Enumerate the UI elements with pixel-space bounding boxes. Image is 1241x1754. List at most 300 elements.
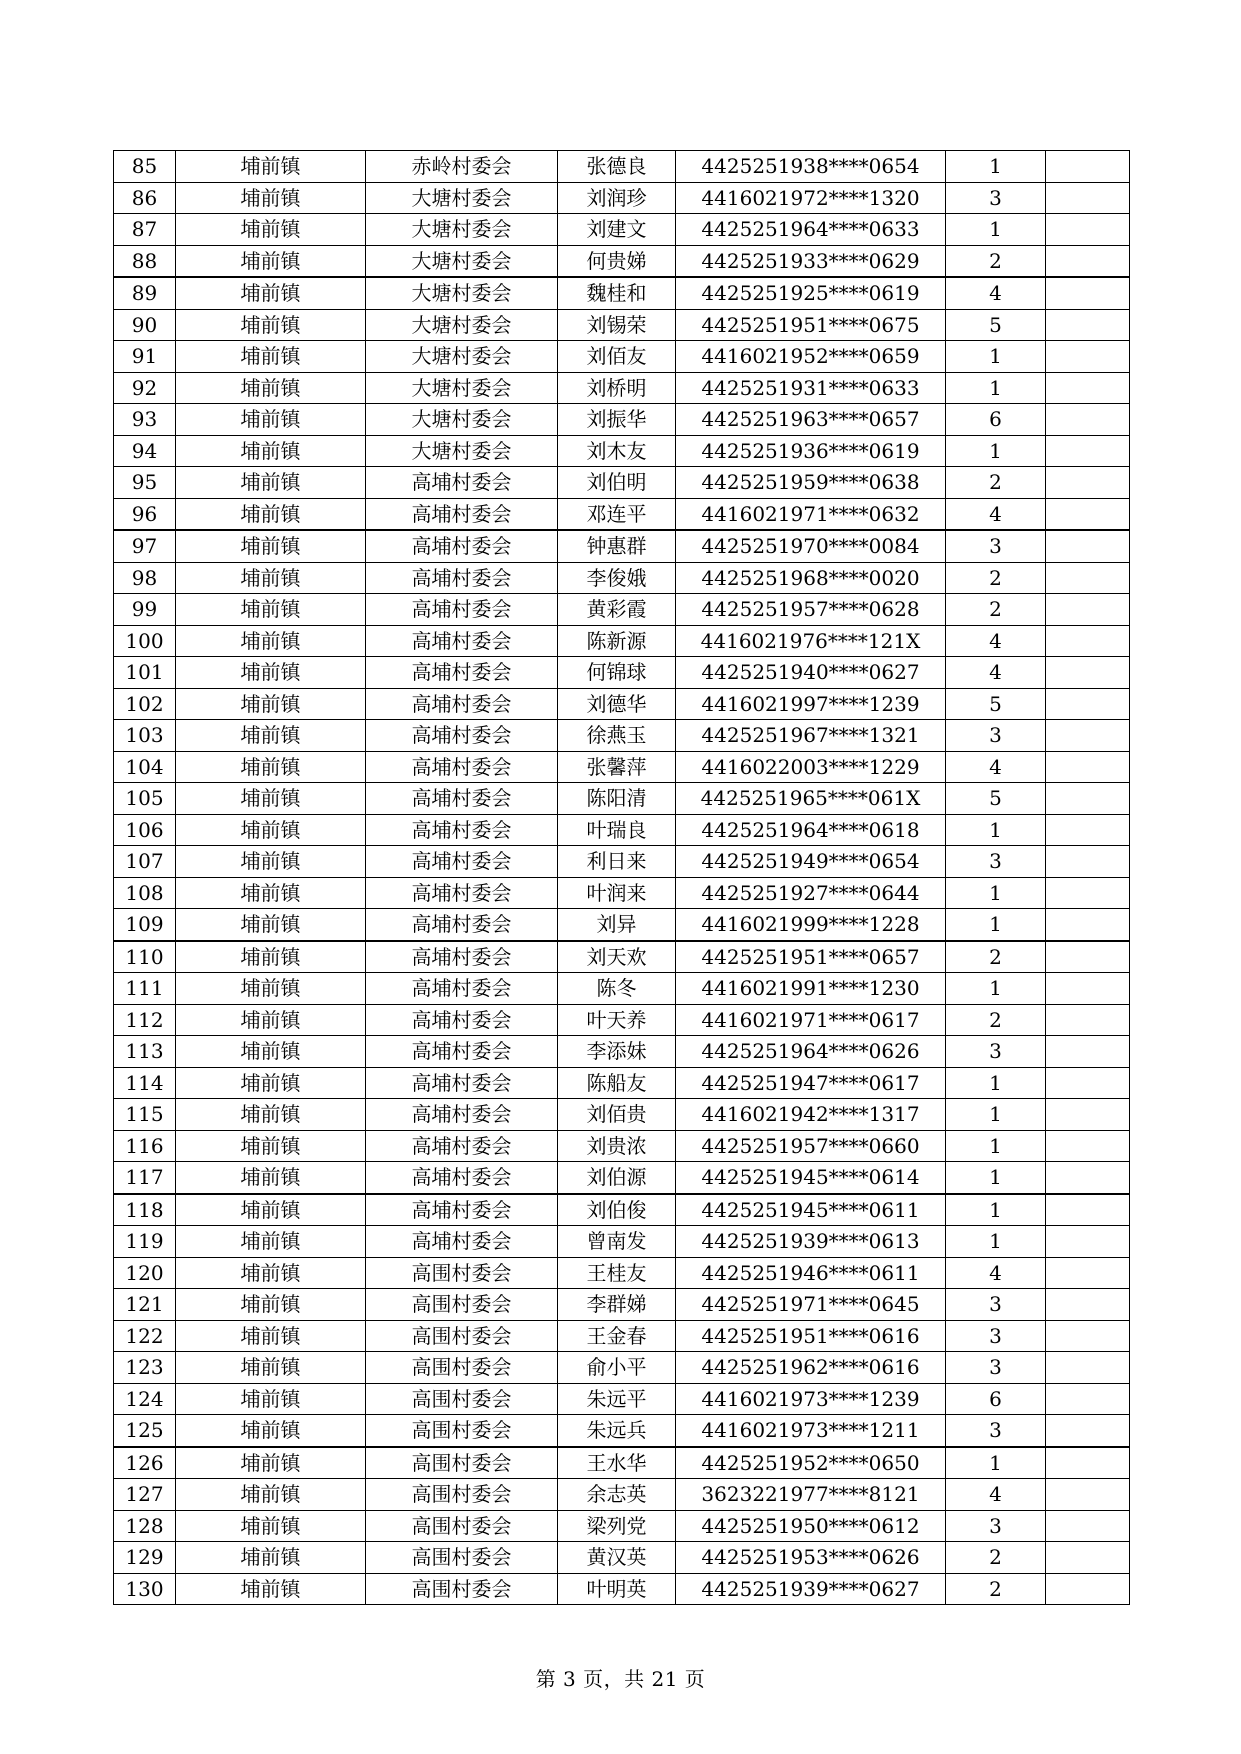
table-row: [114, 1226, 1130, 1258]
cell-town: 埔前镇: [176, 1383, 366, 1415]
cell-count: 3: [946, 1320, 1046, 1352]
cell-town: 埔前镇: [176, 594, 366, 626]
table-row: [114, 151, 1130, 183]
cell-id: 4425251962****0616: [676, 1352, 946, 1384]
cell-id: 4425251957****0628: [676, 594, 946, 626]
cell-village: 高埔村委会: [366, 1067, 558, 1099]
cell-count: 3: [946, 530, 1046, 562]
cell-note: [1046, 720, 1130, 752]
cell-note: [1046, 309, 1130, 341]
cell-no: 90: [114, 309, 176, 341]
cell-count: 3: [946, 846, 1046, 878]
cell-no: 94: [114, 435, 176, 467]
cell-village: 高围村委会: [366, 1320, 558, 1352]
cell-id: 4425251936****0619: [676, 435, 946, 467]
cell-name: 刘振华: [558, 404, 676, 436]
cell-town: 埔前镇: [176, 404, 366, 436]
cell-note: [1046, 277, 1130, 309]
cell-name: 余志英: [558, 1479, 676, 1511]
cell-no: 93: [114, 404, 176, 436]
cell-count: 2: [946, 245, 1046, 277]
cell-no: 121: [114, 1289, 176, 1321]
cell-note: [1046, 151, 1130, 183]
cell-id: 4425251951****0675: [676, 309, 946, 341]
cell-village: 高埔村委会: [366, 783, 558, 815]
cell-count: 1: [946, 1447, 1046, 1479]
cell-town: 埔前镇: [176, 1510, 366, 1542]
cell-count: 6: [946, 404, 1046, 436]
cell-no: 114: [114, 1067, 176, 1099]
cell-count: 1: [946, 877, 1046, 909]
cell-village: 高埔村委会: [366, 530, 558, 562]
cell-count: 1: [946, 909, 1046, 941]
cell-id: 4425251953****0626: [676, 1542, 946, 1574]
table-row: [114, 973, 1130, 1005]
cell-town: 埔前镇: [176, 783, 366, 815]
cell-count: 5: [946, 783, 1046, 815]
table-row: [114, 1162, 1130, 1194]
cell-town: 埔前镇: [176, 182, 366, 214]
cell-village: 高埔村委会: [366, 909, 558, 941]
cell-id: 4416021999****1228: [676, 909, 946, 941]
cell-id: 4425251950****0612: [676, 1510, 946, 1542]
cell-no: 96: [114, 498, 176, 530]
table-row: [114, 1415, 1130, 1447]
cell-name: 曾南发: [558, 1226, 676, 1258]
table-row: [114, 1479, 1130, 1511]
table-row: [114, 1383, 1130, 1415]
cell-no: 106: [114, 814, 176, 846]
cell-id: 4425251957****0660: [676, 1130, 946, 1162]
table-row: [114, 625, 1130, 657]
cell-id: 4425251940****0627: [676, 657, 946, 689]
cell-note: [1046, 498, 1130, 530]
cell-village: 大塘村委会: [366, 277, 558, 309]
cell-no: 89: [114, 277, 176, 309]
cell-note: [1046, 1036, 1130, 1068]
cell-village: 大塘村委会: [366, 372, 558, 404]
cell-id: 4425251945****0614: [676, 1162, 946, 1194]
table-row: [114, 1289, 1130, 1321]
cell-id: 4416021972****1320: [676, 182, 946, 214]
cell-note: [1046, 372, 1130, 404]
cell-name: 刘贵浓: [558, 1130, 676, 1162]
cell-town: 埔前镇: [176, 1099, 366, 1131]
table-row: [114, 182, 1130, 214]
cell-note: [1046, 1194, 1130, 1226]
cell-count: 5: [946, 309, 1046, 341]
cell-id: 4425251971****0645: [676, 1289, 946, 1321]
cell-name: 张德良: [558, 151, 676, 183]
cell-id: 4416021971****0632: [676, 498, 946, 530]
cell-town: 埔前镇: [176, 151, 366, 183]
table-row: [114, 562, 1130, 594]
cell-id: 4425251931****0633: [676, 372, 946, 404]
cell-no: 108: [114, 877, 176, 909]
cell-id: 4416021991****1230: [676, 973, 946, 1005]
cell-village: 高埔村委会: [366, 1226, 558, 1258]
cell-no: 117: [114, 1162, 176, 1194]
cell-note: [1046, 941, 1130, 973]
cell-name: 刘异: [558, 909, 676, 941]
cell-town: 埔前镇: [176, 1352, 366, 1384]
cell-village: 高埔村委会: [366, 1194, 558, 1226]
cell-no: 99: [114, 594, 176, 626]
cell-village: 高埔村委会: [366, 1036, 558, 1068]
cell-town: 埔前镇: [176, 245, 366, 277]
cell-name: 利日来: [558, 846, 676, 878]
cell-note: [1046, 1383, 1130, 1415]
cell-id: 4425251927****0644: [676, 877, 946, 909]
cell-note: [1046, 625, 1130, 657]
cell-no: 109: [114, 909, 176, 941]
table-row: [114, 1320, 1130, 1352]
cell-town: 埔前镇: [176, 467, 366, 499]
table-row: [114, 846, 1130, 878]
table-row: [114, 467, 1130, 499]
cell-village: 高围村委会: [366, 1257, 558, 1289]
table-row: [114, 277, 1130, 309]
cell-name: 刘伯俊: [558, 1194, 676, 1226]
cell-note: [1046, 751, 1130, 783]
cell-count: 4: [946, 625, 1046, 657]
cell-village: 大塘村委会: [366, 182, 558, 214]
cell-id: 4416021976****121X: [676, 625, 946, 657]
cell-count: 5: [946, 688, 1046, 720]
cell-town: 埔前镇: [176, 941, 366, 973]
table-row: [114, 657, 1130, 689]
cell-village: 高埔村委会: [366, 594, 558, 626]
cell-name: 刘伯源: [558, 1162, 676, 1194]
cell-id: 4425251947****0617: [676, 1067, 946, 1099]
cell-count: 3: [946, 1289, 1046, 1321]
cell-note: [1046, 1320, 1130, 1352]
cell-count: 4: [946, 657, 1046, 689]
cell-name: 俞小平: [558, 1352, 676, 1384]
cell-name: 王桂友: [558, 1257, 676, 1289]
table-row: [114, 1194, 1130, 1226]
cell-town: 埔前镇: [176, 562, 366, 594]
cell-village: 大塘村委会: [366, 404, 558, 436]
cell-id: 4425251951****0657: [676, 941, 946, 973]
table-row: [114, 341, 1130, 373]
cell-name: 刘建文: [558, 214, 676, 246]
cell-name: 刘天欢: [558, 941, 676, 973]
cell-town: 埔前镇: [176, 1447, 366, 1479]
cell-no: 115: [114, 1099, 176, 1131]
cell-note: [1046, 1479, 1130, 1511]
cell-count: 1: [946, 814, 1046, 846]
cell-town: 埔前镇: [176, 277, 366, 309]
cell-town: 埔前镇: [176, 846, 366, 878]
cell-count: 1: [946, 214, 1046, 246]
cell-town: 埔前镇: [176, 341, 366, 373]
table-row: [114, 1004, 1130, 1036]
cell-note: [1046, 245, 1130, 277]
cell-village: 高埔村委会: [366, 625, 558, 657]
table-row: [114, 909, 1130, 941]
cell-count: 4: [946, 1257, 1046, 1289]
cell-id: 4425251964****0618: [676, 814, 946, 846]
cell-village: 高埔村委会: [366, 657, 558, 689]
cell-note: [1046, 1099, 1130, 1131]
cell-no: 98: [114, 562, 176, 594]
cell-id: 4425251951****0616: [676, 1320, 946, 1352]
cell-name: 刘木友: [558, 435, 676, 467]
cell-id: 4425251945****0611: [676, 1194, 946, 1226]
cell-name: 邓连平: [558, 498, 676, 530]
cell-note: [1046, 1289, 1130, 1321]
table-row: [114, 1447, 1130, 1479]
cell-count: 3: [946, 1352, 1046, 1384]
cell-count: 3: [946, 1510, 1046, 1542]
cell-no: 88: [114, 245, 176, 277]
table-row: [114, 309, 1130, 341]
cell-name: 黄汉英: [558, 1542, 676, 1574]
cell-name: 刘佰贵: [558, 1099, 676, 1131]
cell-note: [1046, 1352, 1130, 1384]
cell-no: 122: [114, 1320, 176, 1352]
table-row: [114, 1067, 1130, 1099]
cell-note: [1046, 404, 1130, 436]
table-row: [114, 877, 1130, 909]
cell-village: 高围村委会: [366, 1542, 558, 1574]
cell-id: 4425251965****061X: [676, 783, 946, 815]
cell-id: 4425251968****0020: [676, 562, 946, 594]
cell-village: 高埔村委会: [366, 467, 558, 499]
cell-name: 张馨萍: [558, 751, 676, 783]
table-row: [114, 435, 1130, 467]
cell-no: 104: [114, 751, 176, 783]
cell-town: 埔前镇: [176, 1320, 366, 1352]
cell-count: 2: [946, 1542, 1046, 1574]
cell-name: 叶天养: [558, 1004, 676, 1036]
cell-count: 1: [946, 435, 1046, 467]
cell-count: 4: [946, 751, 1046, 783]
cell-village: 高埔村委会: [366, 846, 558, 878]
cell-count: 2: [946, 467, 1046, 499]
cell-town: 埔前镇: [176, 372, 366, 404]
cell-id: 4416022003****1229: [676, 751, 946, 783]
cell-no: 118: [114, 1194, 176, 1226]
cell-note: [1046, 846, 1130, 878]
cell-village: 大塘村委会: [366, 341, 558, 373]
cell-id: 4425251964****0633: [676, 214, 946, 246]
cell-name: 陈冬: [558, 973, 676, 1005]
cell-no: 86: [114, 182, 176, 214]
cell-village: 高埔村委会: [366, 751, 558, 783]
cell-id: 4425251946****0611: [676, 1257, 946, 1289]
cell-id: 4425251925****0619: [676, 277, 946, 309]
cell-village: 高围村委会: [366, 1573, 558, 1605]
cell-town: 埔前镇: [176, 1289, 366, 1321]
cell-count: 1: [946, 973, 1046, 1005]
cell-no: 119: [114, 1226, 176, 1258]
cell-count: 4: [946, 1479, 1046, 1511]
cell-town: 埔前镇: [176, 498, 366, 530]
cell-village: 大塘村委会: [366, 435, 558, 467]
cell-count: 2: [946, 1004, 1046, 1036]
cell-no: 97: [114, 530, 176, 562]
cell-no: 107: [114, 846, 176, 878]
table-row: [114, 941, 1130, 973]
table-row: [114, 688, 1130, 720]
cell-town: 埔前镇: [176, 814, 366, 846]
cell-name: 叶润来: [558, 877, 676, 909]
cell-no: 110: [114, 941, 176, 973]
cell-count: 1: [946, 1226, 1046, 1258]
table-row: [114, 751, 1130, 783]
cell-name: 陈新源: [558, 625, 676, 657]
cell-count: 2: [946, 562, 1046, 594]
cell-id: 4425251967****1321: [676, 720, 946, 752]
cell-note: [1046, 435, 1130, 467]
table-row: [114, 1542, 1130, 1574]
cell-town: 埔前镇: [176, 435, 366, 467]
cell-count: 1: [946, 1067, 1046, 1099]
cell-name: 叶瑞良: [558, 814, 676, 846]
cell-id: 4416021971****0617: [676, 1004, 946, 1036]
cell-note: [1046, 657, 1130, 689]
cell-no: 116: [114, 1130, 176, 1162]
cell-name: 徐燕玉: [558, 720, 676, 752]
table-row: [114, 1257, 1130, 1289]
cell-count: 3: [946, 1036, 1046, 1068]
cell-no: 113: [114, 1036, 176, 1068]
page-footer: 第 3 页，共 21 页: [535, 1667, 706, 1691]
cell-no: 120: [114, 1257, 176, 1289]
table-row: [114, 1036, 1130, 1068]
cell-id: 3623221977****8121: [676, 1479, 946, 1511]
cell-no: 85: [114, 151, 176, 183]
cell-no: 124: [114, 1383, 176, 1415]
cell-no: 100: [114, 625, 176, 657]
table-row: [114, 783, 1130, 815]
cell-village: 高埔村委会: [366, 877, 558, 909]
cell-note: [1046, 688, 1130, 720]
cell-name: 何贵娣: [558, 245, 676, 277]
cell-village: 高埔村委会: [366, 1162, 558, 1194]
table-row: [114, 530, 1130, 562]
cell-name: 钟惠群: [558, 530, 676, 562]
cell-village: 高埔村委会: [366, 941, 558, 973]
cell-count: 1: [946, 372, 1046, 404]
cell-count: 4: [946, 498, 1046, 530]
cell-town: 埔前镇: [176, 973, 366, 1005]
cell-id: 4425251949****0654: [676, 846, 946, 878]
cell-name: 何锦球: [558, 657, 676, 689]
cell-name: 李群娣: [558, 1289, 676, 1321]
cell-note: [1046, 1162, 1130, 1194]
table-row: [114, 404, 1130, 436]
cell-name: 陈阳清: [558, 783, 676, 815]
cell-no: 112: [114, 1004, 176, 1036]
cell-village: 大塘村委会: [366, 309, 558, 341]
cell-town: 埔前镇: [176, 1130, 366, 1162]
cell-note: [1046, 1257, 1130, 1289]
cell-note: [1046, 530, 1130, 562]
cell-count: 1: [946, 1194, 1046, 1226]
cell-id: 4425251964****0626: [676, 1036, 946, 1068]
table-row: [114, 372, 1130, 404]
cell-village: 大塘村委会: [366, 245, 558, 277]
cell-id: 4416021973****1239: [676, 1383, 946, 1415]
cell-no: 123: [114, 1352, 176, 1384]
cell-town: 埔前镇: [176, 309, 366, 341]
cell-count: 2: [946, 594, 1046, 626]
cell-id: 4416021942****1317: [676, 1099, 946, 1131]
cell-note: [1046, 214, 1130, 246]
cell-town: 埔前镇: [176, 1226, 366, 1258]
table-row: [114, 214, 1130, 246]
cell-town: 埔前镇: [176, 1067, 366, 1099]
cell-note: [1046, 814, 1130, 846]
cell-name: 李俊娥: [558, 562, 676, 594]
cell-town: 埔前镇: [176, 688, 366, 720]
cell-name: 刘德华: [558, 688, 676, 720]
cell-id: 4416021952****0659: [676, 341, 946, 373]
cell-name: 刘伯明: [558, 467, 676, 499]
cell-no: 125: [114, 1415, 176, 1447]
cell-village: 高围村委会: [366, 1447, 558, 1479]
cell-no: 126: [114, 1447, 176, 1479]
cell-name: 刘桥明: [558, 372, 676, 404]
cell-note: [1046, 182, 1130, 214]
cell-count: 3: [946, 182, 1046, 214]
cell-count: 3: [946, 720, 1046, 752]
cell-note: [1046, 562, 1130, 594]
cell-note: [1046, 877, 1130, 909]
cell-town: 埔前镇: [176, 1036, 366, 1068]
cell-count: 1: [946, 1099, 1046, 1131]
cell-no: 92: [114, 372, 176, 404]
cell-count: 1: [946, 1130, 1046, 1162]
cell-count: 3: [946, 1415, 1046, 1447]
cell-town: 埔前镇: [176, 1004, 366, 1036]
cell-village: 赤岭村委会: [366, 151, 558, 183]
cell-count: 6: [946, 1383, 1046, 1415]
cell-village: 高围村委会: [366, 1415, 558, 1447]
cell-note: [1046, 1226, 1130, 1258]
cell-village: 高埔村委会: [366, 688, 558, 720]
cell-id: 4425251939****0613: [676, 1226, 946, 1258]
cell-note: [1046, 1573, 1130, 1605]
cell-name: 王金春: [558, 1320, 676, 1352]
cell-no: 130: [114, 1573, 176, 1605]
cell-town: 埔前镇: [176, 751, 366, 783]
cell-village: 高埔村委会: [366, 814, 558, 846]
cell-no: 128: [114, 1510, 176, 1542]
cell-id: 4425251939****0627: [676, 1573, 946, 1605]
cell-no: 111: [114, 973, 176, 1005]
cell-town: 埔前镇: [176, 877, 366, 909]
cell-name: 朱远兵: [558, 1415, 676, 1447]
cell-no: 127: [114, 1479, 176, 1511]
table-row: [114, 1352, 1130, 1384]
cell-note: [1046, 1510, 1130, 1542]
table-row: [114, 245, 1130, 277]
cell-name: 陈船友: [558, 1067, 676, 1099]
cell-id: 4416021973****1211: [676, 1415, 946, 1447]
cell-note: [1046, 341, 1130, 373]
cell-no: 129: [114, 1542, 176, 1574]
cell-id: 4425251963****0657: [676, 404, 946, 436]
cell-note: [1046, 909, 1130, 941]
cell-id: 4425251970****0084: [676, 530, 946, 562]
cell-name: 刘润珍: [558, 182, 676, 214]
table-row: [114, 594, 1130, 626]
cell-town: 埔前镇: [176, 1257, 366, 1289]
